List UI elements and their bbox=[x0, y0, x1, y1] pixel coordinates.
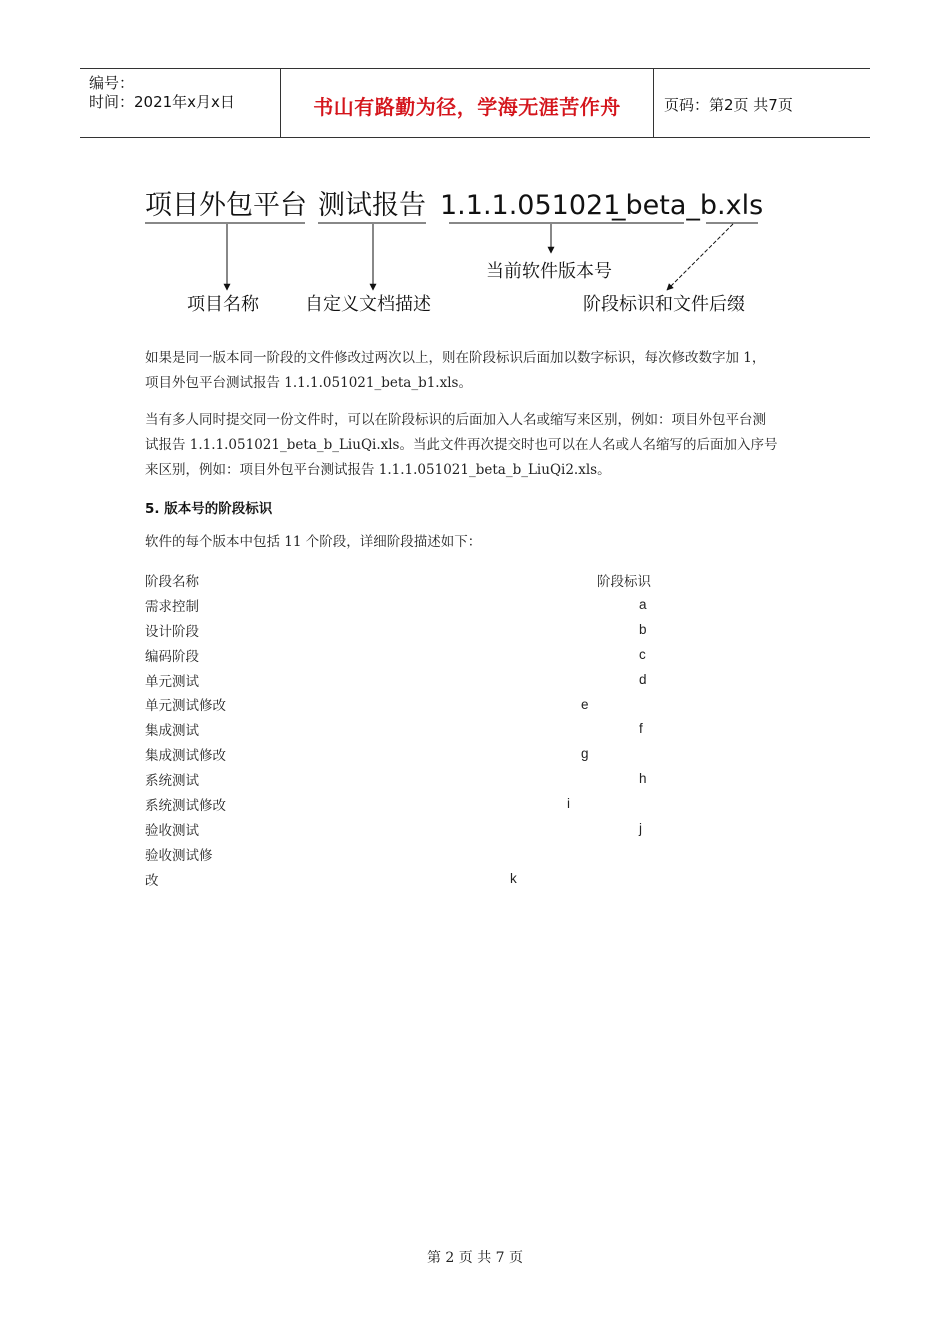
label-stage-suffix: 阶段标识和文件后缀 bbox=[583, 294, 745, 315]
paragraph-multi-submitter bbox=[145, 408, 815, 483]
stage-code: e bbox=[581, 697, 589, 712]
paragraph-revision-numbering bbox=[145, 346, 815, 396]
stage-name: 验收测试修 bbox=[145, 848, 213, 864]
section-heading: 5. 版本号的阶段标识 bbox=[145, 501, 273, 517]
filename-project-name: 项目外包平台 bbox=[145, 190, 307, 221]
stage-name: 改 bbox=[145, 873, 159, 889]
stage-name: 系统测试 bbox=[145, 773, 199, 789]
stage-code: b bbox=[639, 622, 647, 637]
header-page-indicator: 页码：第2页 共7页 bbox=[664, 96, 793, 114]
stage-code: a bbox=[639, 597, 647, 612]
stage-table-header-name: 阶段名称 bbox=[145, 574, 199, 590]
paragraph-line: 来区别，例如：项目外包平台测试报告 1.1.1.051021_beta_b_LiuQi2.xls。 bbox=[145, 462, 611, 478]
arrow-stage-suffix bbox=[667, 224, 733, 290]
paragraph-line: 项目外包平台测试报告 1.1.1.051021_beta_b1.xls。 bbox=[145, 375, 472, 391]
paragraph-line: 如果是同一版本同一阶段的文件修改过两次以上，则在阶段标识后面加以数字标识，每次修改数字加 1， bbox=[145, 350, 766, 366]
stage-code: g bbox=[581, 746, 589, 761]
stage-code: d bbox=[639, 672, 647, 687]
document-time-label: 时间：2021年x月x日 bbox=[89, 93, 235, 111]
stage-name: 集成测试修改 bbox=[145, 748, 226, 764]
stage-name: 系统测试修改 bbox=[145, 798, 226, 814]
stage-code: j bbox=[639, 821, 642, 836]
label-version: 当前软件版本号 bbox=[486, 261, 612, 282]
label-project-name: 项目名称 bbox=[187, 294, 259, 315]
stage-name: 需求控制 bbox=[145, 599, 199, 615]
stage-name: 单元测试 bbox=[145, 674, 199, 690]
filename-suffix: _beta_b.xls bbox=[612, 190, 764, 221]
stage-code: c bbox=[639, 647, 646, 662]
filename-custom-desc: 测试报告 bbox=[318, 190, 426, 221]
paragraph-line: 当有多人同时提交同一份文件时，可以在阶段标识的后面加入人名或缩写来区别，例如：项目外包平台测 bbox=[145, 412, 766, 428]
stage-name: 设计阶段 bbox=[145, 624, 199, 640]
stage-code: k bbox=[510, 871, 517, 886]
stage-name: 集成测试 bbox=[145, 723, 199, 739]
paragraph-line: 试报告 1.1.1.051021_beta_b_LiuQi.xls。当此文件再次提交时也可以在人名或人名缩写的后面加入序号 bbox=[145, 437, 778, 453]
stage-code: i bbox=[567, 796, 570, 811]
filename-version: 1.1.1.051021 bbox=[440, 190, 621, 221]
stage-code: f bbox=[639, 721, 643, 736]
filename-diagram bbox=[0, 0, 950, 330]
section-intro: 软件的每个版本中包括 11 个阶段，详细阶段描述如下： bbox=[145, 534, 482, 550]
stage-name: 编码阶段 bbox=[145, 649, 199, 665]
stage-table-header-code: 阶段标识 bbox=[597, 574, 651, 590]
document-number-label: 编号： bbox=[89, 74, 135, 92]
page-footer: 第 2 页 共 7 页 bbox=[426, 1250, 524, 1266]
stage-code: h bbox=[639, 771, 647, 786]
label-custom-desc: 自定义文档描述 bbox=[305, 294, 431, 315]
header-motto: 书山有路勤为径，学海无涯苦作舟 bbox=[313, 95, 621, 119]
stage-name: 单元测试修改 bbox=[145, 698, 226, 714]
stage-name: 验收测试 bbox=[145, 823, 199, 839]
